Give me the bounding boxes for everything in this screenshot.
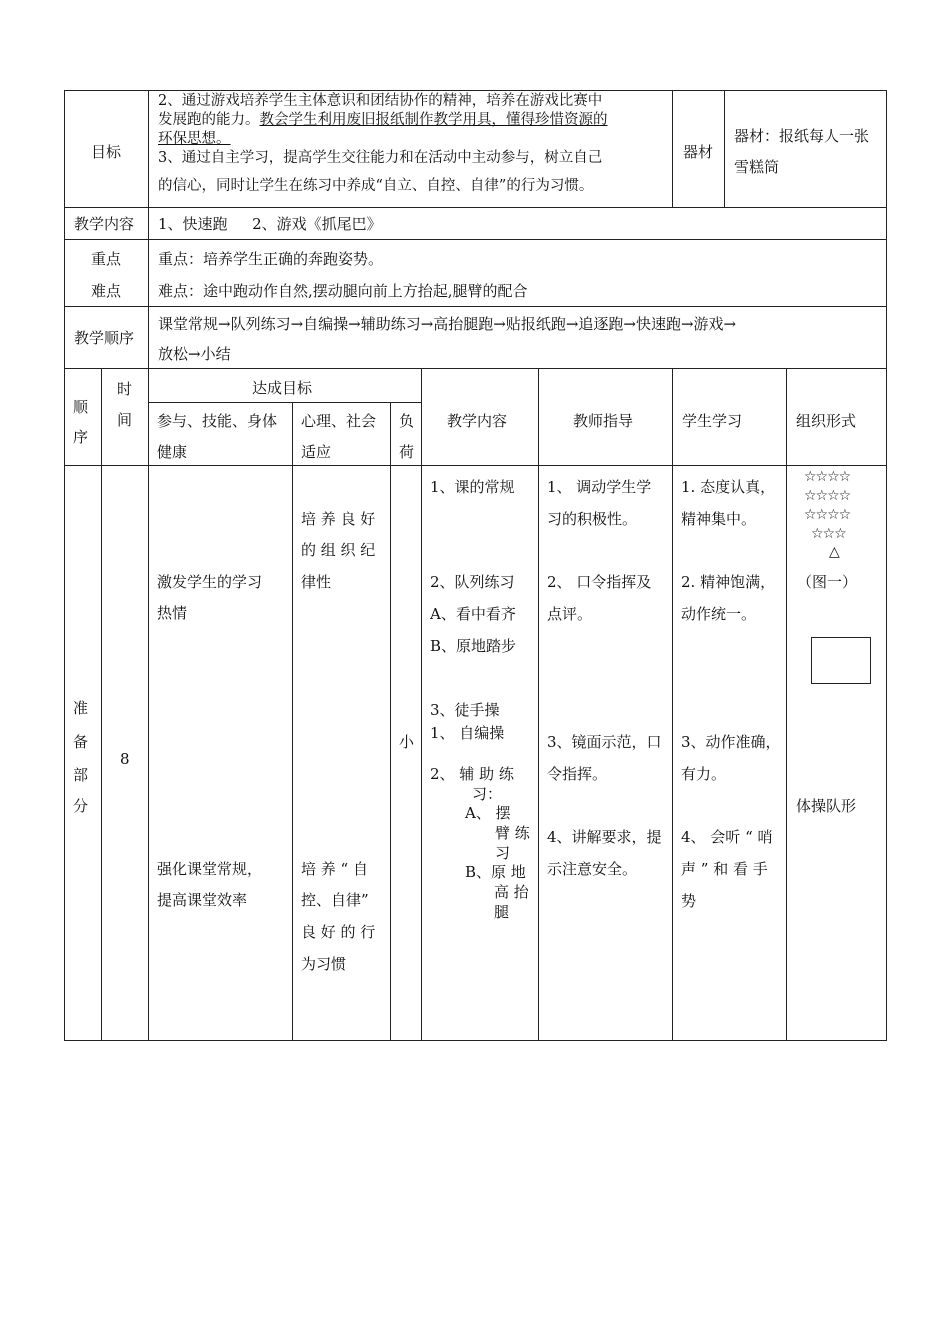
header-time-b: 间 [117, 411, 133, 429]
formation-stars-row-4: ☆☆☆ [811, 526, 846, 542]
student-1b: 精神集中。 [681, 510, 757, 528]
col-line-goals [421, 368, 422, 1040]
student-4a: 4、 会听 “ 哨 [681, 828, 773, 846]
equipment-label: 器材 [683, 143, 714, 161]
content-item-4A1: A、 摆 [465, 804, 511, 822]
header-sub3-a: 负 [399, 412, 415, 430]
teacher-1a: 1、 调动学生学 [547, 478, 652, 496]
header-org: 组织形式 [796, 412, 857, 430]
row-line-order-bottom [64, 368, 887, 369]
difficulty-label: 难点 [91, 282, 122, 300]
col-line-sub1 [292, 402, 293, 1040]
content-item-4B3: 腿 [494, 903, 510, 921]
goal-psy-2d: 为习惯 [301, 955, 347, 973]
order-line-1: 课堂常规→队列练习→自编操→辅助练习→高抬腿跑→贴报纸跑→追逐跑→快速跑→游戏→ [158, 315, 737, 333]
goal-health-2b: 提高课堂效率 [157, 891, 248, 909]
header-seq-a: 顺 [73, 398, 89, 416]
row-line-content-bottom [64, 239, 887, 240]
goal-psy-2a: 培 养 “ 自 [301, 860, 368, 878]
col-line-equip-right [724, 90, 725, 207]
goal-health-1a: 激发学生的学习 [157, 573, 263, 591]
col-line-teacher [672, 368, 673, 1040]
keypoint-label: 重点 [91, 250, 122, 268]
header-sub3-b: 荷 [399, 443, 415, 461]
student-4c: 势 [681, 892, 697, 910]
goal-psy-2c: 良 好 的 行 [301, 923, 376, 941]
formation-diagram-box [811, 637, 871, 684]
student-1a: 1. 态度认真， [681, 478, 776, 496]
teacher-2a: 2、 口令指挥及 [547, 573, 652, 591]
teacher-3b: 令指挥。 [547, 765, 608, 783]
student-2b: 动作统一。 [681, 605, 757, 623]
student-3a: 3、动作准确， [681, 733, 781, 751]
part-char-4: 分 [73, 797, 89, 815]
formation-stars-row-1: ☆☆☆☆ [804, 469, 851, 485]
goal-psy-1c: 律性 [301, 573, 332, 591]
col-line-sub2 [390, 402, 391, 1040]
student-2a: 2. 精神饱满， [681, 573, 776, 591]
keypoint-text: 重点：培养学生正确的奔跑姿势。 [158, 250, 384, 268]
goal-line-3a: 3、通过自主学习，提高学生交往能力和在活动中主动参与，树立自己 [158, 150, 603, 166]
goal-line-2a: 2、通过游戏培养学生主体意识和团结协作的精神，培养在游戏比赛中 [158, 93, 603, 109]
goal-health-2a: 强化课堂常规， [157, 860, 263, 878]
goal-health-1b: 热情 [157, 604, 188, 622]
part-char-3: 部 [73, 766, 89, 784]
formation-stars-row-2: ☆☆☆☆ [804, 488, 851, 504]
order-line-2: 放松→小结 [158, 345, 231, 363]
content-item-4B2: 高 抬 [494, 883, 529, 901]
content-item-4b: 习： [472, 785, 503, 803]
prep-load: 小 [399, 733, 415, 751]
header-sub1-b: 健康 [157, 443, 188, 461]
row-line-keypoints-bottom [64, 306, 887, 307]
goal-label: 目标 [91, 143, 122, 161]
header-sub2-a: 心理、社会 [301, 412, 377, 430]
col-line-time [148, 368, 149, 1040]
row-line-goal-subheader [148, 402, 421, 403]
col-line-content [538, 368, 539, 1040]
row-line-top [64, 90, 887, 91]
content-item-3a: 1、 自编操 [430, 724, 505, 742]
order-label: 教学顺序 [74, 329, 135, 347]
part-char-2: 备 [73, 733, 89, 751]
header-student: 学生学习 [682, 412, 743, 430]
content-item-2b: B、原地踏步 [430, 637, 517, 655]
formation-stars-row-3: ☆☆☆☆ [804, 507, 851, 523]
header-content: 教学内容 [447, 412, 508, 430]
row-line-goal-bottom [64, 207, 887, 208]
figure-caption: （图一） [797, 573, 858, 591]
content-label: 教学内容 [74, 215, 135, 233]
equipment-line-2: 雪糕筒 [734, 158, 780, 176]
col-line-right [886, 90, 887, 1041]
goal-line-2c: 环保思想。 [158, 131, 231, 147]
row-line-header-bottom [64, 465, 887, 466]
content-item-3: 3、徒手操 [430, 701, 500, 719]
goal-psy-2b: 控、自律” [301, 891, 369, 909]
part-char-1: 准 [73, 699, 89, 717]
header-sub2-b: 适应 [301, 443, 332, 461]
col-line-equip-left [672, 90, 673, 207]
col-line-label [148, 90, 149, 368]
content-item-4A2: 臂 练 [495, 824, 530, 842]
student-3b: 有力。 [681, 765, 727, 783]
teacher-4a: 4、讲解要求，提 [547, 828, 662, 846]
goal-line-2b-underlined: 教会学生利用废旧报纸制作教学用具，懂得珍惜资源的 [259, 112, 608, 128]
col-line-seq [101, 368, 102, 1040]
content-item-2a: A、看中看齐 [430, 605, 516, 623]
row-line-bottom [64, 1040, 887, 1041]
goal-line-2b-plain: 发展跑的能力。 [158, 112, 260, 128]
prep-time: 8 [120, 750, 130, 768]
student-4b: 声 ” 和 看 手 [681, 860, 768, 878]
header-teacher: 教师指导 [573, 412, 634, 430]
content-item-1: 1、课的常规 [430, 478, 515, 496]
content-item-4A3: 习 [495, 844, 511, 862]
header-goals: 达成目标 [252, 379, 313, 397]
content-item-4a: 2、 辅 助 练 [430, 765, 514, 783]
col-line-student [786, 368, 787, 1040]
formation-name: 体操队形 [796, 797, 857, 815]
equipment-line-1: 器材：报纸每人一张 [734, 127, 870, 145]
goal-line-2b [158, 112, 608, 129]
goal-psy-1b: 的 组 织 纪 [301, 541, 376, 559]
header-sub1-a: 参与、技能、身体 [157, 412, 278, 430]
goal-line-3b: 的信心，同时让学生在练习中养成“自立、自控、自律”的行为习惯。 [158, 178, 594, 194]
content-value: 1、快速跑 2、游戏《抓尾巴》 [158, 215, 382, 233]
content-item-4B1: B、原 地 [465, 863, 526, 881]
teacher-1b: 习的积极性。 [547, 510, 638, 528]
teacher-2b: 点评。 [547, 605, 593, 623]
header-time-a: 时 [117, 380, 133, 398]
teacher-3a: 3、镜面示范，口 [547, 733, 662, 751]
goal-psy-1a: 培 养 良 好 [301, 510, 376, 528]
header-seq-b: 序 [73, 428, 89, 446]
col-line-left [64, 90, 65, 1041]
content-item-2: 2、队列练习 [430, 573, 515, 591]
teacher-4b: 示注意安全。 [547, 860, 638, 878]
difficulty-text: 难点：途中跑动作自然,摆动腿向前上方抬起,腿臂的配合 [158, 282, 528, 300]
teacher-position-triangle-icon: △ [829, 544, 840, 560]
